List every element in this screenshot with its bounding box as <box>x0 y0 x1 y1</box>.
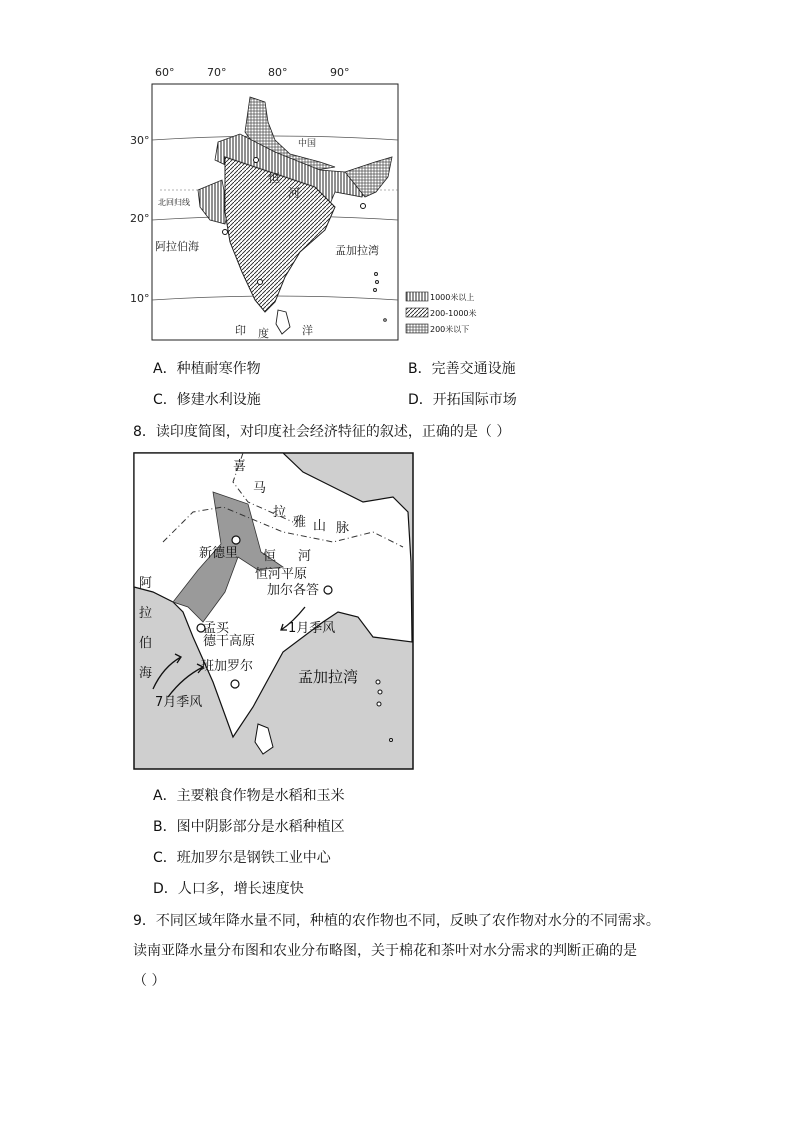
ganges-char-2: 河 <box>298 549 312 564</box>
legend-low: 200米以下 <box>430 325 470 334</box>
q7-option-a[interactable] <box>153 358 261 378</box>
himalaya-char-5: 山 <box>313 519 327 534</box>
q9-stem-line-2: 读南亚降水量分布图和农业分布略图，关于棉花和茶叶对水分需求的判断正确的是 <box>133 943 637 959</box>
relief-map-svg <box>130 62 430 352</box>
q7-option-d[interactable] <box>408 389 517 409</box>
option-text: 人口多，增长速度快 <box>177 881 304 897</box>
legend-high: 1000米以上 <box>430 293 475 302</box>
india-relief-map <box>130 62 430 352</box>
option-text: 种植耐寒作物 <box>176 361 261 377</box>
option-letter: B． <box>153 819 177 835</box>
himalaya-char-2: 马 <box>253 481 267 496</box>
arabian-sea-char-3: 伯 <box>139 636 153 651</box>
himalaya-char-6: 脉 <box>336 521 350 536</box>
ocean-char-3: 洋 <box>302 324 313 337</box>
lat-label-30: 30° <box>130 134 150 147</box>
option-text: 主要粮食作物是水稻和玉米 <box>176 788 345 804</box>
india-sketch-map <box>133 452 414 770</box>
legend-swatch-mid <box>406 308 428 317</box>
option-text: 图中阴影部分是水稻种植区 <box>176 819 345 835</box>
arabian-sea-label: 阿拉伯海 <box>155 240 199 253</box>
himalaya-char-3: 拉 <box>273 505 287 520</box>
arabian-sea-char-2: 拉 <box>139 606 153 621</box>
ganges-label-a: 恒 <box>268 171 281 185</box>
arabian-sea-char-1: 阿 <box>139 576 153 591</box>
q8-option-c[interactable] <box>153 847 331 867</box>
tropic-label: 北回归线 <box>158 198 190 207</box>
option-text: 开拓国际市场 <box>432 392 517 408</box>
legend-swatch-low <box>406 324 428 333</box>
bay-of-bengal-label: 孟加拉湾 <box>298 668 359 686</box>
option-letter: C． <box>153 392 177 408</box>
ganges-plain-label: 恒河平原 <box>255 567 308 582</box>
jan-monsoon-label: 1月季风 <box>288 621 336 636</box>
lat-label-10: 10° <box>130 292 150 305</box>
lon-label-70: 70° <box>207 66 227 79</box>
legend-mid: 200-1000米 <box>430 309 477 318</box>
sketch-map-svg <box>133 452 414 770</box>
lon-label-90: 90° <box>330 66 350 79</box>
ocean-char-2: 度 <box>258 327 269 340</box>
option-letter: B． <box>408 361 432 377</box>
option-letter: D． <box>153 881 178 897</box>
option-letter: A． <box>153 361 177 377</box>
ganges-char-1: 恒 <box>263 549 277 564</box>
q7-option-b[interactable] <box>408 358 516 378</box>
deccan-label: 德干高原 <box>203 634 256 649</box>
q8-option-a[interactable] <box>153 785 345 805</box>
lon-label-80: 80° <box>268 66 288 79</box>
arabian-sea-char-4: 海 <box>139 666 153 681</box>
q8-option-d[interactable] <box>153 878 304 898</box>
ganges-label-b: 河 <box>288 186 301 200</box>
mumbai-label: 孟买 <box>203 621 230 636</box>
map1-legend <box>430 290 477 338</box>
option-letter: A． <box>153 788 177 804</box>
option-letter: D． <box>408 392 433 408</box>
lon-label-60: 60° <box>155 66 175 79</box>
himalaya-char-4: 雅 <box>293 515 307 530</box>
ocean-char-1: 印 <box>235 324 246 337</box>
q9-stem-line-1: 9．不同区域年降水量不同，种植的农作物也不同，反映了农作物对水分的不同需求。 <box>133 913 660 929</box>
china-label: 中国 <box>298 139 317 149</box>
legend-swatch-high <box>406 292 428 301</box>
new-delhi-label: 新德里 <box>199 546 239 561</box>
lat-label-20: 20° <box>130 212 150 225</box>
q9-answer-bracket: （ ） <box>133 973 166 989</box>
jul-monsoon-label: 7月季风 <box>155 695 203 710</box>
bangalore-label: 班加罗尔 <box>201 659 254 674</box>
option-letter: C． <box>153 850 177 866</box>
option-text: 修建水利设施 <box>176 392 261 408</box>
q8-option-b[interactable] <box>153 816 345 836</box>
q8-stem: 8．读印度简图，对印度社会经济特征的叙述，正确的是（ ） <box>133 424 511 440</box>
q7-option-c[interactable] <box>153 389 261 409</box>
option-text: 班加罗尔是钢铁工业中心 <box>176 850 331 866</box>
bay-of-bengal-label: 孟加拉湾 <box>335 244 379 257</box>
kolkata-label: 加尔各答 <box>267 583 320 598</box>
option-text: 完善交通设施 <box>431 361 516 377</box>
himalaya-char-1: 喜 <box>233 459 247 474</box>
